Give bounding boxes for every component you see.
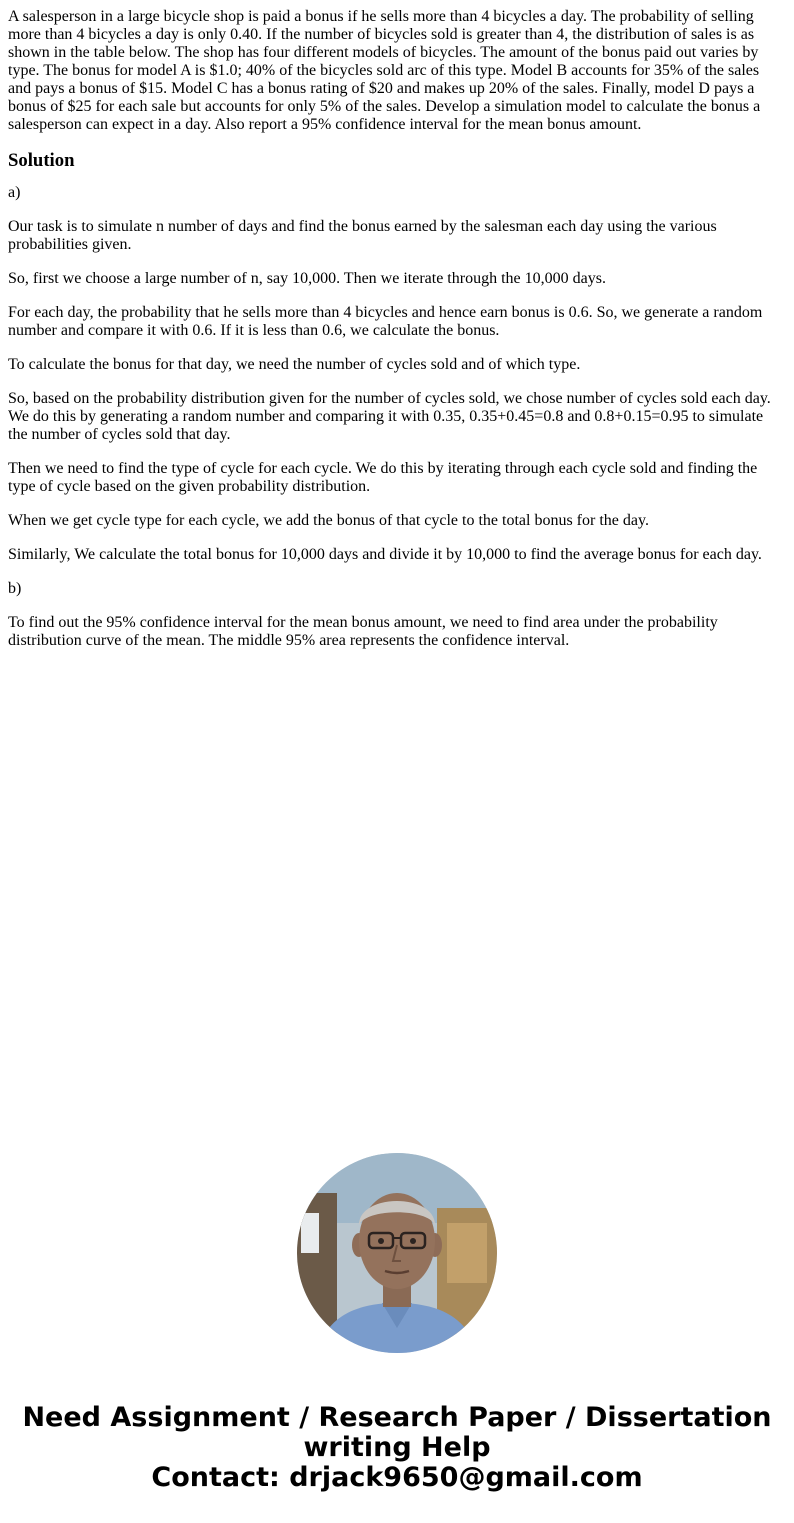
paragraph: So, based on the probability distribution given for the number of cycles sold, we chose number of cycles sold each day. We do this by generating a random number and comparing it with 0.35, 0.35+0.45=0.8 and 0.8+0.15=0.95 to simulate the number of cycles sold that day.: [8, 390, 771, 443]
question-text: A salesperson in a large bicycle shop is paid a bonus if he sells more than 4 bicycles a day. The probability of selling more than 4 bicycles a day is only 0.40. If the number of bicycles sold is greater than 4, the distribution of sales is as shown in the table below. The shop has four different models of bicycles. The amount of the bonus paid out varies by type. The bonus for model A is $1.0; 40% of the bicycles sold arc of this type. Model B accounts for 35% of the sales and pays a bonus of $15. Model C has a bonus rating of $20 and makes up 20% of the sales. Finally, model D pays a bonus of $25 for each sale but accounts for only 5% of the sales. Develop a simulation model to calculate the bonus a salesperson can expect in a day. Also report a 95% confidence interval for the mean bonus amount.: [8, 8, 761, 133]
paragraph: When we get cycle type for each cycle, we add the bonus of that cycle to the total bonus for the day.: [8, 512, 649, 529]
paragraph: To find out the 95% confidence interval for the mean bonus amount, we need to find area under the probability distribution curve of the mean. The middle 95% area represents the confidence interval.: [8, 614, 718, 649]
paragraph-part-a-label: a): [8, 184, 21, 201]
paragraph: So, first we choose a large number of n, say 10,000. Then we iterate through the 10,000 days.: [8, 270, 606, 287]
document-body: [8, 8, 780, 666]
footer-contact: Contact: drjack9650@gmail.com: [151, 1462, 643, 1493]
paragraph: For each day, the probability that he sells more than 4 bicycles and hence earn bonus is 0.6. So, we generate a random number and compare it with 0.6. If it is less than 0.6, we calculate the bonus.: [8, 304, 763, 339]
paragraph-part-b-label: b): [8, 580, 22, 597]
footer-line-2: writing Help: [303, 1432, 491, 1463]
author-avatar: [297, 1153, 497, 1353]
footer-promo: [0, 1403, 794, 1493]
footer-line-1: Need Assignment / Research Paper / Dissertation: [22, 1402, 772, 1433]
paragraph: To calculate the bonus for that day, we need the number of cycles sold and of which type.: [8, 356, 581, 373]
paragraph: Then we need to find the type of cycle for each cycle. We do this by iterating through each cycle sold and finding the type of cycle based on the given probability distribution.: [8, 460, 758, 495]
solution-heading: Solution: [8, 150, 75, 171]
paragraph: Similarly, We calculate the total bonus for 10,000 days and divide it by 10,000 to find the average bonus for each day.: [8, 546, 762, 563]
paragraph: Our task is to simulate n number of days and find the bonus earned by the salesman each day using the various probabilities given.: [8, 218, 717, 253]
avatar-portrait-icon: [297, 1153, 497, 1353]
